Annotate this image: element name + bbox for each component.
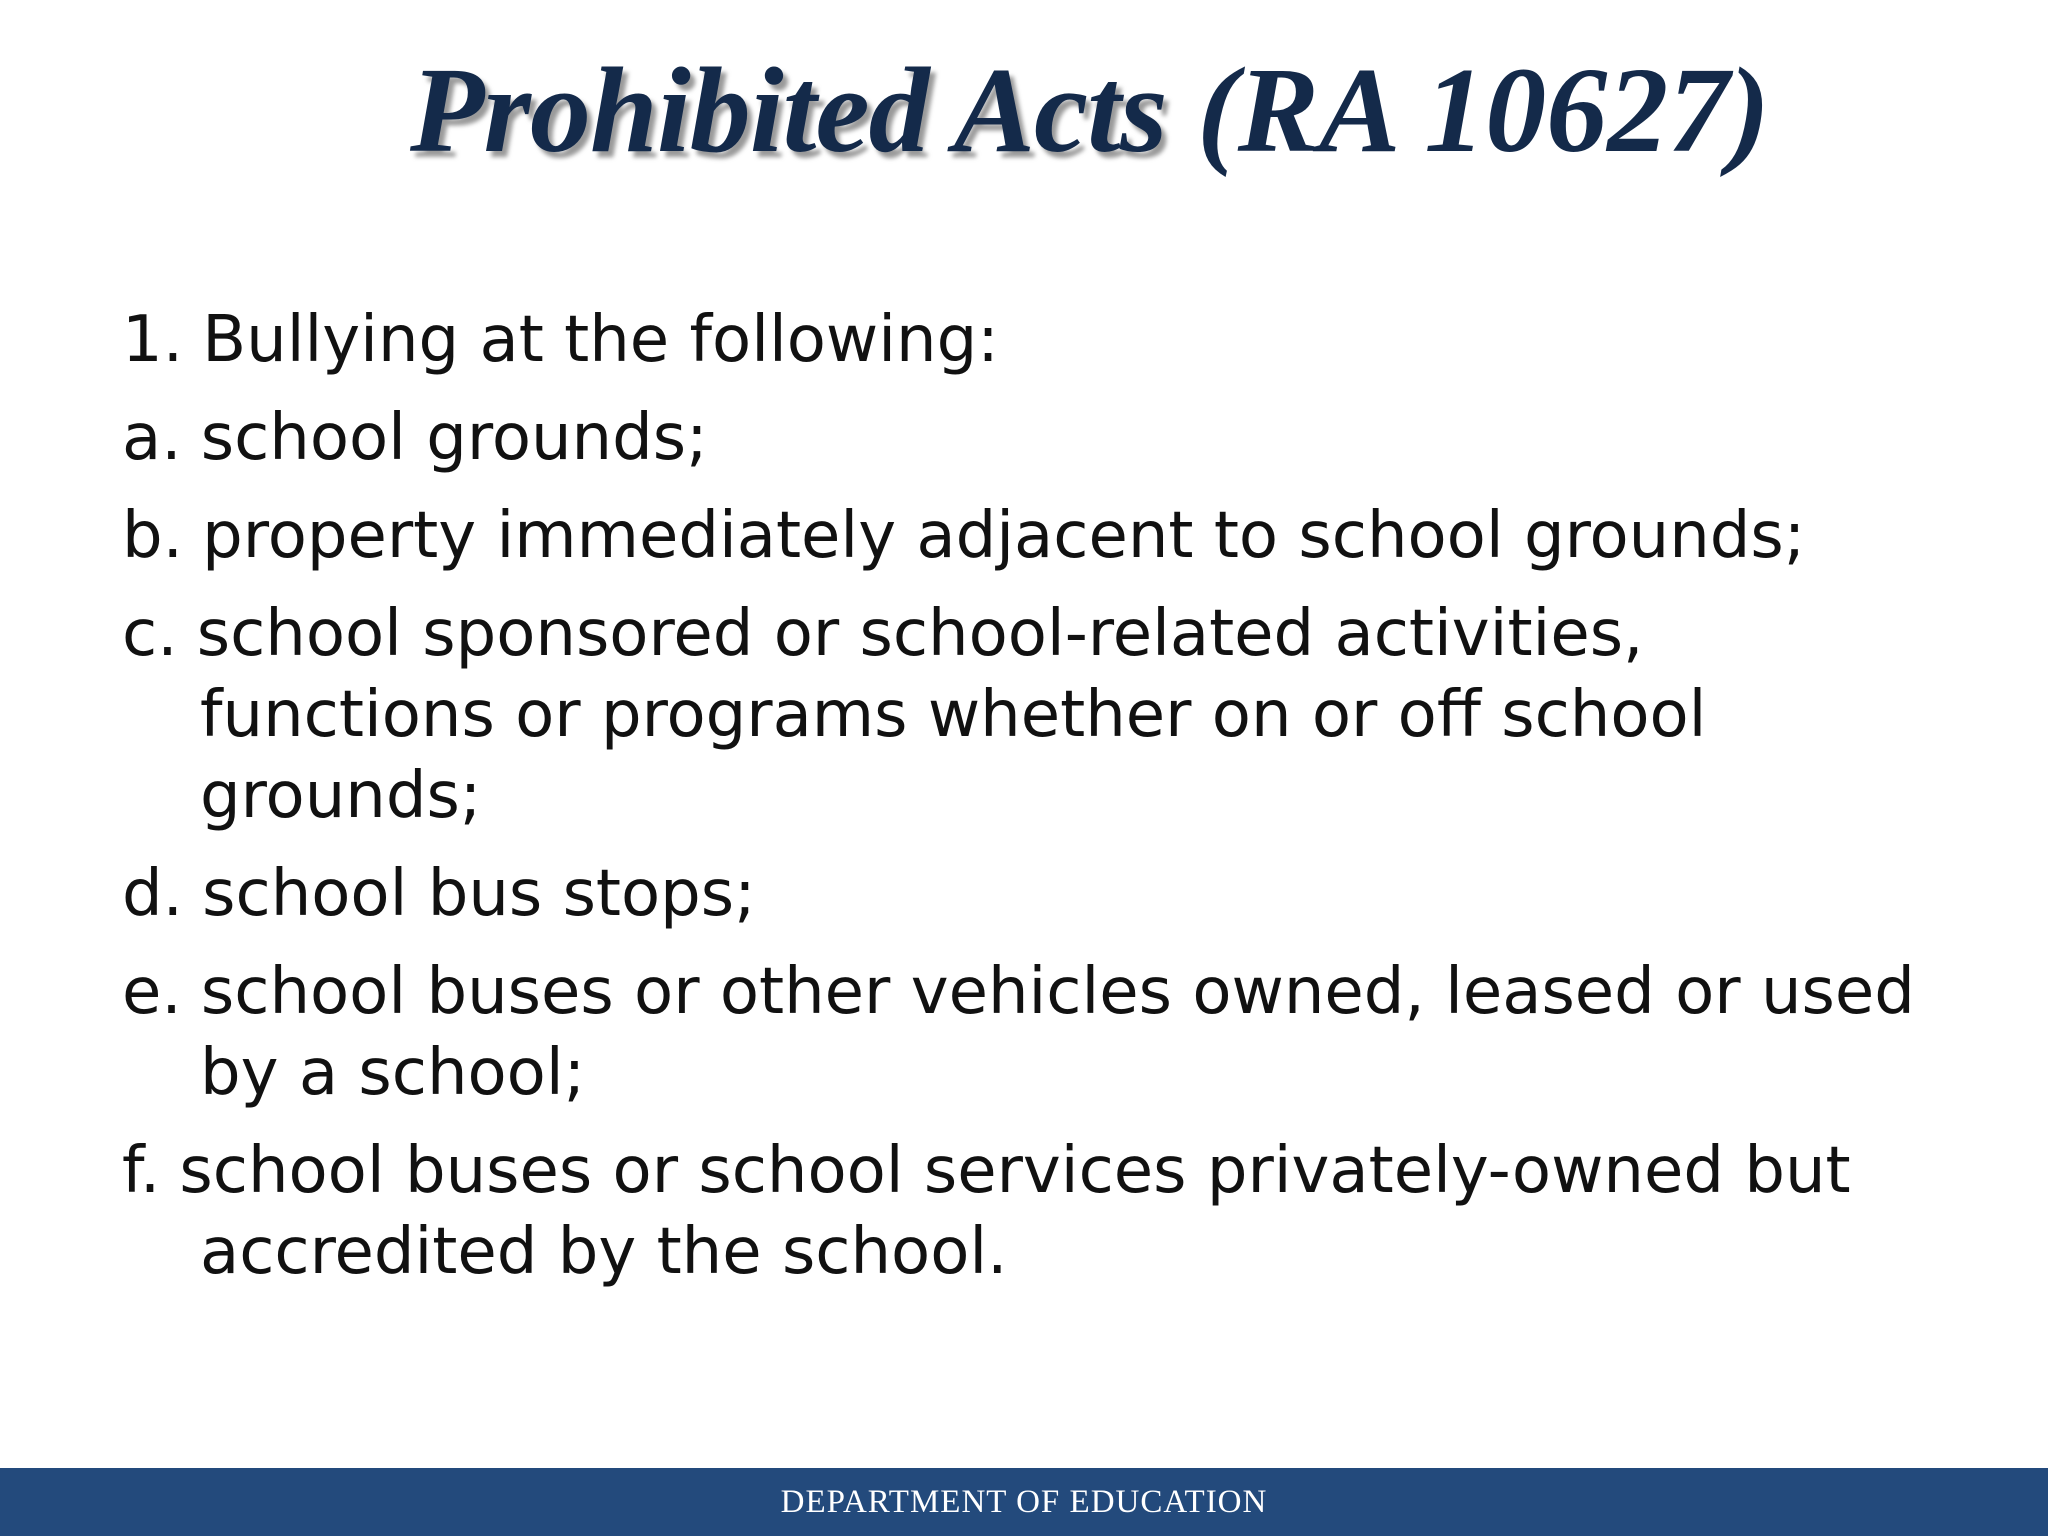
item-text: Bullying at the following:: [202, 303, 999, 377]
item-marker: a.: [122, 401, 182, 475]
list-item: [122, 496, 1942, 577]
list-item: [122, 300, 1942, 381]
item-marker: f.: [122, 1134, 161, 1208]
title-suffix: (RA 10627): [1197, 43, 1770, 178]
item-text: school buses or other vehicles owned, leased or used by a school;: [200, 955, 1915, 1110]
list-item: [122, 594, 1942, 837]
item-marker: b.: [122, 499, 183, 573]
item-text: school sponsored or school-related activities, functions or programs whether on or off school grounds;: [196, 597, 1707, 833]
slide-title: [410, 38, 1770, 184]
item-marker: e.: [122, 955, 182, 1029]
item-marker: c.: [122, 597, 178, 671]
list-item: [122, 854, 1942, 935]
list-item: [122, 952, 1942, 1114]
item-text: school buses or school services privately-owned but accredited by the school.: [179, 1134, 1851, 1289]
title-main: Prohibited Acts: [410, 43, 1167, 178]
list-item: [122, 398, 1942, 479]
item-text: property immediately adjacent to school grounds;: [202, 499, 1806, 573]
footer-bar: [0, 1468, 2048, 1536]
item-text: school grounds;: [200, 401, 708, 475]
list-item: [122, 1131, 1942, 1293]
footer-text: DEPARTMENT OF EDUCATION: [780, 1483, 1268, 1520]
prohibited-acts-list: [122, 300, 1942, 1310]
item-marker: d.: [122, 857, 183, 931]
item-marker: 1.: [122, 303, 184, 377]
item-text: school bus stops;: [202, 857, 756, 931]
